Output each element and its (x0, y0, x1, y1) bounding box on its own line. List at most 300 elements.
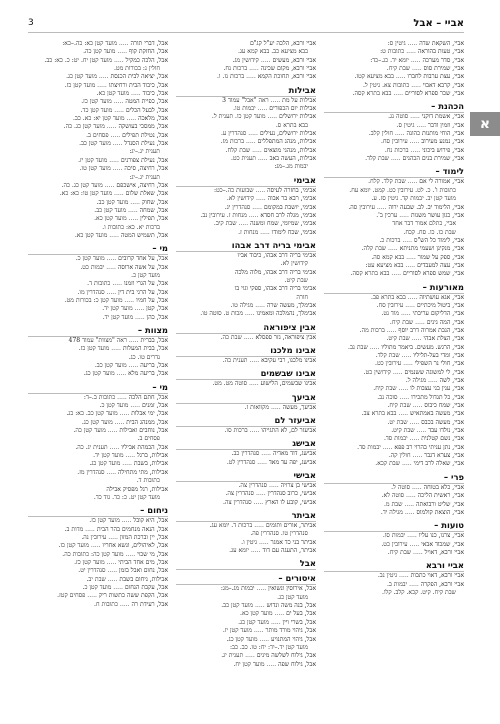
leader-dots: ..... (258, 56, 273, 64)
entry-reference: שבת קיט. (391, 427, 415, 435)
leader-dots: ..... (397, 211, 411, 219)
entry-reference: מועד קטן כו. תענית ל. (211, 113, 266, 121)
index-entry (324, 532, 464, 540)
index-entry (176, 450, 316, 458)
index-entry (176, 269, 316, 277)
leader-dots: ..... (248, 547, 263, 555)
index-entry (28, 460, 168, 468)
index-entry (28, 469, 168, 477)
entry-reference: יבמות סו. (382, 532, 406, 540)
entry-headword: אבל, כפיית המטה (125, 98, 168, 106)
entry-headword: אבל, חתם הלכה (128, 393, 168, 401)
entry-headword: אבימי, רבא בר אבוה (267, 195, 316, 203)
entry-reference: עירובין כט. (381, 540, 408, 548)
entry-reference: בבא מציעא עט: (365, 261, 404, 269)
entry-reference: ברכות נז. ו. (216, 73, 245, 81)
entry-reference: עירובין כט. (375, 360, 402, 368)
index-entry (176, 427, 316, 435)
entry-headword: אביתר, התעגה עם דוד (262, 547, 316, 555)
entry-headword: אבל, מלאכה (138, 115, 168, 123)
index-subline: מועד קטן כג. (277, 593, 308, 601)
entry-headword: אבל, גיהוי מורד מותר (265, 627, 316, 635)
leader-dots: ..... (257, 635, 272, 643)
entry-reference: שבועות כה.–כט: (213, 186, 254, 194)
index-subline: מועד קטן כ. (131, 271, 160, 279)
leader-dots: ..... (253, 301, 267, 309)
leader-dots: ..... (129, 90, 143, 98)
entry-reference: מגילה ל. (405, 377, 427, 385)
index-heading: אבימי (176, 175, 316, 187)
index-entry (176, 138, 316, 146)
leader-dots: ..... (391, 90, 405, 98)
entry-reference: שבת קיח. (386, 65, 411, 73)
leader-dots: ..... (409, 81, 423, 89)
entry-reference: סוטה לא. (381, 492, 405, 500)
leader-dots: ..... (402, 508, 417, 516)
index-entry (324, 419, 464, 427)
entry-reference: מועד קטן יא: כא. כב. (72, 115, 125, 123)
leader-dots: ..... (253, 186, 268, 194)
entry-reference: יומא יד. כג.–כד: (370, 56, 409, 64)
entry-headword: אביי, שכר ספרא לסוריים (404, 90, 464, 98)
index-heading: אבישי (176, 470, 316, 482)
index-entry (324, 204, 464, 212)
leader-dots: ..... (126, 215, 141, 223)
entry-reference: מועד קטן כב. (96, 198, 129, 206)
entry-headword: אבל, ממנהג הבית (126, 418, 168, 426)
entry-reference: מועד קטן יד. (102, 313, 134, 321)
entry-reference: תענית כה. (222, 356, 248, 364)
index-entry (324, 147, 464, 155)
leader-dots: ..... (410, 65, 424, 73)
entry-reference: יבמות מג.–מג: (220, 585, 255, 593)
index-entry (28, 526, 168, 534)
index-entry (324, 549, 464, 557)
index-heading: אבינו שבשמים (176, 368, 316, 380)
index-entry (324, 352, 464, 360)
entry-reference: בבא בתרא צב. (361, 410, 397, 418)
leader-dots: ..... (404, 253, 418, 261)
index-entry (324, 444, 464, 452)
entry-reference: מועד קטן כ. (99, 402, 129, 410)
entry-headword: אבילות, מתי מתחילה (118, 468, 168, 476)
index-entry (324, 40, 464, 48)
index-entry (28, 517, 168, 525)
entry-headword: אביי, שמח כיבוס (424, 402, 464, 410)
entry-reference: גיטין ס. (396, 121, 415, 129)
index-entry (28, 182, 168, 190)
leader-dots: ..... (108, 131, 123, 139)
leader-dots: ..... (405, 532, 419, 540)
entry-headword: אביי, נתן עניתי בהרוי רב פפא (394, 443, 464, 451)
leader-dots: ..... (268, 96, 283, 104)
leader-dots: ..... (95, 81, 109, 89)
entry-headword: אבילות יום הכפורים (269, 105, 316, 113)
entry-reference: בבא בתרא קסה. (350, 270, 390, 278)
index-entry (176, 155, 316, 163)
entry-reference: מועד קטן יח. (233, 660, 265, 668)
entry-reference: סנהדרין לט. (226, 458, 256, 466)
entry-reference: יבמות סד. (357, 443, 381, 451)
entry-reference: שבת קיח. (373, 385, 397, 393)
leader-dots: ..... (408, 56, 423, 64)
leader-dots: ..... (112, 56, 126, 64)
index-entry (324, 212, 464, 220)
leader-dots: ..... (105, 567, 120, 575)
index-entry (176, 652, 316, 660)
index-entry (324, 484, 464, 492)
index-entry (28, 199, 168, 207)
index-entry (28, 486, 168, 494)
index-entry (324, 178, 464, 186)
leader-dots: ..... (247, 65, 261, 73)
index-entry (176, 334, 316, 342)
leader-dots: ..... (88, 542, 103, 550)
entry-reference: סנהדרין מו. (77, 288, 105, 296)
leader-dots: ..... (254, 585, 269, 593)
leader-dots: ..... (253, 602, 267, 610)
index-entry (324, 572, 464, 580)
entry-reference: מועד קטן כג. (83, 370, 115, 378)
index-entry (324, 492, 464, 500)
entry-reference: מועד קטן כב. (94, 362, 127, 370)
entry-reference: מגילה יד. (380, 508, 403, 516)
entry-headword: אביי, ספק על שמור (417, 253, 464, 261)
entry-reference: מועד קטן כז. (78, 345, 110, 353)
entry-reference: מועד קטן כג. (81, 418, 113, 426)
index-entry (28, 402, 168, 410)
entry-headword: אביעזר לם, לא התגייהו (261, 427, 316, 434)
index-entry (28, 48, 168, 56)
leader-dots: ..... (393, 73, 408, 81)
entry-reference: מועד קטן כב. (79, 140, 111, 148)
leader-dots: ..... (386, 245, 400, 253)
index-heading: מי – (28, 243, 168, 255)
leader-dots: ..... (250, 146, 264, 154)
entry-reference: סוכה נב. (377, 393, 398, 401)
entry-reference: כתובות ט: (380, 48, 405, 56)
entry-headword: אביי, חולי נר השפילי (414, 360, 464, 368)
page-number: 3 (28, 18, 34, 28)
leader-dots: ..... (112, 418, 127, 426)
index-entry (324, 435, 464, 443)
leader-dots: ..... (107, 231, 121, 239)
index-entry (176, 661, 316, 669)
leader-dots: ..... (414, 427, 429, 435)
index-entry (176, 97, 316, 105)
leader-dots: ..... (120, 460, 134, 468)
entry-reference: ראה "אבל" עמוד 3 (222, 96, 269, 104)
index-entry (176, 65, 316, 73)
leader-dots: ..... (251, 627, 266, 635)
leader-dots: ..... (257, 538, 271, 546)
entry-headword: אביי, צערא דגבר (424, 452, 464, 460)
index-heading: מאורעות – (324, 282, 464, 294)
entry-headword: אביי, מעשה באמתאיש (410, 410, 464, 418)
entry-reference: שבת קלח. (225, 146, 251, 154)
index-entry (176, 547, 316, 555)
entry-headword: אביי, הנבת אמרוה דרב יוסף (398, 326, 464, 334)
entry-headword: אבל, עקבת הנחום (124, 583, 168, 591)
leader-dots: ..... (256, 155, 270, 163)
entry-reference: יבמות טו. (233, 105, 256, 113)
entry-reference: ברכות נח. (384, 146, 409, 154)
leader-dots: ..... (112, 190, 126, 198)
leader-dots: ..... (244, 138, 258, 146)
index-subline: תענית יג.–יג: (129, 148, 160, 156)
leader-dots: ..... (252, 522, 266, 530)
leader-dots: ..... (407, 138, 422, 146)
index-subline: חורה (296, 293, 308, 301)
entry-headword: אביי ורבא, הפקרה (420, 580, 464, 588)
index-entry (176, 130, 316, 138)
entry-reference: שבת קיח. (389, 318, 414, 326)
entry-reference: בבא בתרא פב. (371, 293, 406, 301)
index-heading: אביעזר לם (176, 415, 316, 427)
index-entry (324, 90, 464, 98)
leader-dots: ..... (402, 500, 417, 508)
index-entry (176, 285, 316, 293)
index-entry (176, 252, 316, 260)
entry-headword: אבימי בריה דרב אבהו, כיבוד אביו (237, 251, 316, 259)
index-entry (176, 482, 316, 490)
leader-dots: ..... (404, 48, 418, 56)
entry-headword: אביי, עצה למעבדים (417, 261, 464, 269)
leader-dots: ..... (403, 261, 418, 269)
index-columns (28, 40, 464, 708)
index-entry (324, 113, 464, 121)
index-entry (28, 534, 168, 542)
entry-reference: כתובות ד. (87, 280, 111, 288)
entry-headword: אבינו מלכנו, רבי עקיבא (261, 356, 316, 364)
leader-dots: ..... (405, 293, 420, 301)
entry-reference: תענית כט. (231, 155, 256, 163)
entry-headword: אביי, שמכוד אבאי (421, 540, 464, 548)
leader-dots: ..... (246, 130, 260, 138)
leader-dots: ..... (392, 130, 407, 138)
entry-reference: שבת נב. (348, 343, 368, 351)
index-heading: אבימי בריה דרב אבהו (176, 240, 316, 252)
entry-reference: פסחים ב. (86, 131, 109, 139)
leader-dots: ..... (114, 370, 129, 378)
entry-reference: עירובין סח. (381, 138, 408, 146)
page-header (28, 14, 464, 33)
entry-headword: אבל, רחיצה, סיכה (124, 165, 168, 173)
leader-dots: ..... (105, 427, 120, 435)
index-entry (28, 370, 168, 378)
index-heading: אבילות (176, 85, 316, 97)
entry-reference: מועד קטן כה. (83, 48, 116, 56)
entry-headword: אביי, שאלה לרב דימי (413, 460, 464, 468)
index-entry (28, 280, 168, 288)
entry-reference: מועד קטן כב. (94, 206, 127, 214)
entry-headword: אבל, על הגרי וזמנו (123, 280, 168, 288)
entry-headword: אביי, עצת ערבות לחברו (407, 73, 464, 81)
entry-headword: אבילות, מנהג המתפללים (257, 138, 316, 146)
leader-dots: ..... (367, 343, 382, 351)
entry-reference: מנחות ז. (238, 228, 259, 236)
index-heading: פרי – (324, 472, 464, 484)
index-heading: הכהנת – (324, 101, 464, 113)
entry-headword: אביי, שמש ספרא לסוריים (403, 270, 464, 278)
entry-headword: אבל, כהן (146, 313, 168, 321)
entry-reference: סוטה נג. (388, 113, 409, 121)
entry-reference: יבמות כט. (80, 263, 105, 271)
entry-reference: ברכות מה. (359, 326, 385, 334)
entry-reference: מדות ב. (64, 525, 84, 533)
leader-dots: ..... (400, 460, 414, 468)
entry-headword: אבל, הכמהת אביליו (121, 443, 168, 451)
entry-headword: אבל, זמנים (141, 402, 168, 410)
index-entry (176, 195, 316, 203)
leader-dots: ..... (401, 360, 415, 368)
index-subline: כתובות ד. (136, 477, 160, 485)
entry-reference: יומא עג. (229, 547, 249, 555)
entry-reference: סוטה מט. מט. (212, 380, 248, 388)
index-entry (176, 113, 316, 121)
entry-headword: אביי, הוחי מותנות כהונה (406, 130, 464, 138)
leader-dots: ..... (104, 558, 119, 566)
entry-headword: אבימי, יושבת במקומם (263, 203, 316, 211)
leader-dots: ..... (399, 352, 414, 359)
entry-headword: אבימי, מגלה לרב חסדא (260, 211, 316, 219)
entry-reference: קידושין מג. (232, 56, 259, 64)
index-subline: תענית יג.–יג: (129, 173, 160, 181)
index-entry (176, 310, 316, 318)
leader-dots: ..... (269, 618, 283, 626)
entry-headword: אבל, הלכה כמקיל (125, 56, 168, 64)
leader-dots: ..... (390, 368, 405, 376)
entry-headword: אבל, על אחד קרובים (118, 255, 168, 263)
entry-headword: אבילות, מנהגי מוצאים (263, 146, 316, 154)
entry-headword: אביי ורבא, דאוי כתבות (410, 572, 464, 580)
index-entry (176, 220, 316, 228)
index-entry (176, 302, 316, 310)
leader-dots: ..... (123, 452, 138, 460)
leader-dots: ..... (396, 385, 411, 393)
entry-headword: אביי, סדר מערכה (422, 56, 464, 64)
entry-headword: אבינו שבשמים, הלישוע (260, 380, 316, 388)
index-entry (28, 584, 168, 592)
entry-reference: עירובין נה. (81, 533, 107, 541)
entry-headword: אביי, הוצאת קולמוס (416, 508, 464, 516)
entry-headword: אבל, בברית (140, 337, 168, 344)
entry-headword: אביי, מעשה בכבס (421, 418, 464, 426)
entry-headword: אבל, החזקת קוף (128, 48, 168, 56)
index-entry (324, 245, 464, 253)
index-entry (176, 404, 316, 412)
entry-headword: אביי, המה גינים (426, 318, 464, 326)
entry-headword: אביי, וזמין ודבר (427, 121, 464, 129)
leader-dots: ..... (117, 600, 132, 608)
leader-dots: ..... (126, 337, 141, 344)
index-heading: אביתר (176, 510, 316, 522)
index-entry (324, 394, 464, 402)
entry-reference: סנהדרין צה. (223, 498, 252, 506)
leader-dots: ..... (426, 377, 440, 385)
leader-dots: ..... (247, 427, 262, 434)
index-entry (324, 402, 464, 410)
leader-dots: ..... (111, 583, 125, 591)
entry-reference: מועד קטן טו. (79, 165, 111, 173)
entry-reference: ברכות נח. (223, 65, 248, 73)
index-column-1 (324, 40, 464, 708)
entry-headword: אבילות, ברגל (137, 452, 168, 460)
index-entry (324, 254, 464, 262)
index-subline: שבת קיח. קיט. קכא. קלב. קלו. (382, 588, 456, 596)
leader-dots: ..... (110, 140, 125, 148)
entry-headword: אביי, ראשית הליכה (417, 492, 464, 500)
index-entry (28, 165, 168, 173)
entry-reference: שבת קלה. (361, 245, 387, 253)
leader-dots: ..... (247, 380, 261, 388)
entry-headword: אביי, קרבא דאבוי (422, 81, 464, 89)
entry-headword: אבל, על אשה ארוסה (117, 263, 168, 271)
index-entry (28, 337, 168, 345)
leader-dots: ..... (251, 498, 266, 506)
index-entry (176, 610, 316, 618)
index-column-3 (28, 40, 168, 708)
entry-headword: אביעך, מעשה (282, 403, 316, 411)
leader-dots: ..... (246, 211, 261, 219)
entry-headword: אבל, לאיהולים, ונשא אחריו (102, 542, 168, 550)
index-entry (28, 40, 168, 48)
entry-reference: מועד קטן כ: בכורות מט. (64, 296, 123, 304)
entry-headword: אבל, הקפת ששה כתשות ריק (98, 592, 168, 600)
leader-dots: ..... (128, 402, 142, 410)
leader-dots: ..... (115, 48, 129, 56)
entry-reference: שבת קיח. (387, 548, 412, 556)
leader-dots: ..... (132, 305, 147, 313)
letter-tab[interactable]: א (470, 112, 500, 136)
index-subline: יבמות מג.–מג: (274, 163, 308, 171)
entry-headword: אבל, נטילת תפילים (122, 131, 168, 139)
entry-headword: אבל, גיהוי המתנויע (271, 635, 316, 643)
entry-reference: כתובות צא. גיטין ל. (363, 81, 410, 89)
index-entry (324, 122, 464, 130)
leader-dots: ..... (380, 443, 395, 451)
entry-headword: אבל, ימי אבלות (131, 410, 168, 418)
leader-dots: ..... (83, 525, 97, 533)
index-heading: אבל (176, 558, 316, 570)
entry-headword: אביתר, אורים ותומים (265, 522, 316, 530)
index-entry (28, 576, 168, 584)
entry-reference: סנהדרין צה. (238, 482, 268, 490)
index-heading: לימוד – (324, 166, 464, 178)
entry-reference: מועד קטן יד. (102, 305, 133, 313)
leader-dots: ..... (388, 155, 403, 163)
entry-reference: מועד קטן כז. (81, 98, 112, 106)
leader-dots: ..... (117, 410, 132, 418)
leader-dots: ..... (255, 105, 270, 113)
index-entry (176, 636, 316, 644)
entry-reference: ברכות מז. (220, 138, 245, 146)
leader-dots: ..... (409, 335, 424, 343)
entry-reference: מועד קטן כג. כה. (61, 181, 103, 189)
entry-headword: אביי, צרנו, כנו עליו (418, 532, 464, 540)
entry-headword: אבימי בריה דרב אבהו, מלוה מלכה (234, 268, 316, 276)
leader-dots: ..... (407, 540, 422, 548)
leader-dots: ..... (408, 146, 423, 154)
leader-dots: ..... (407, 435, 422, 443)
entry-reference: מועד קטן כג. (238, 618, 270, 626)
index-entry (176, 499, 316, 507)
index-heading: אבין ציפוראה (176, 322, 316, 334)
index-entry (176, 585, 316, 593)
index-entry (324, 138, 464, 146)
entry-reference: שבת יב. (86, 575, 106, 583)
leader-dots: ..... (126, 362, 141, 370)
